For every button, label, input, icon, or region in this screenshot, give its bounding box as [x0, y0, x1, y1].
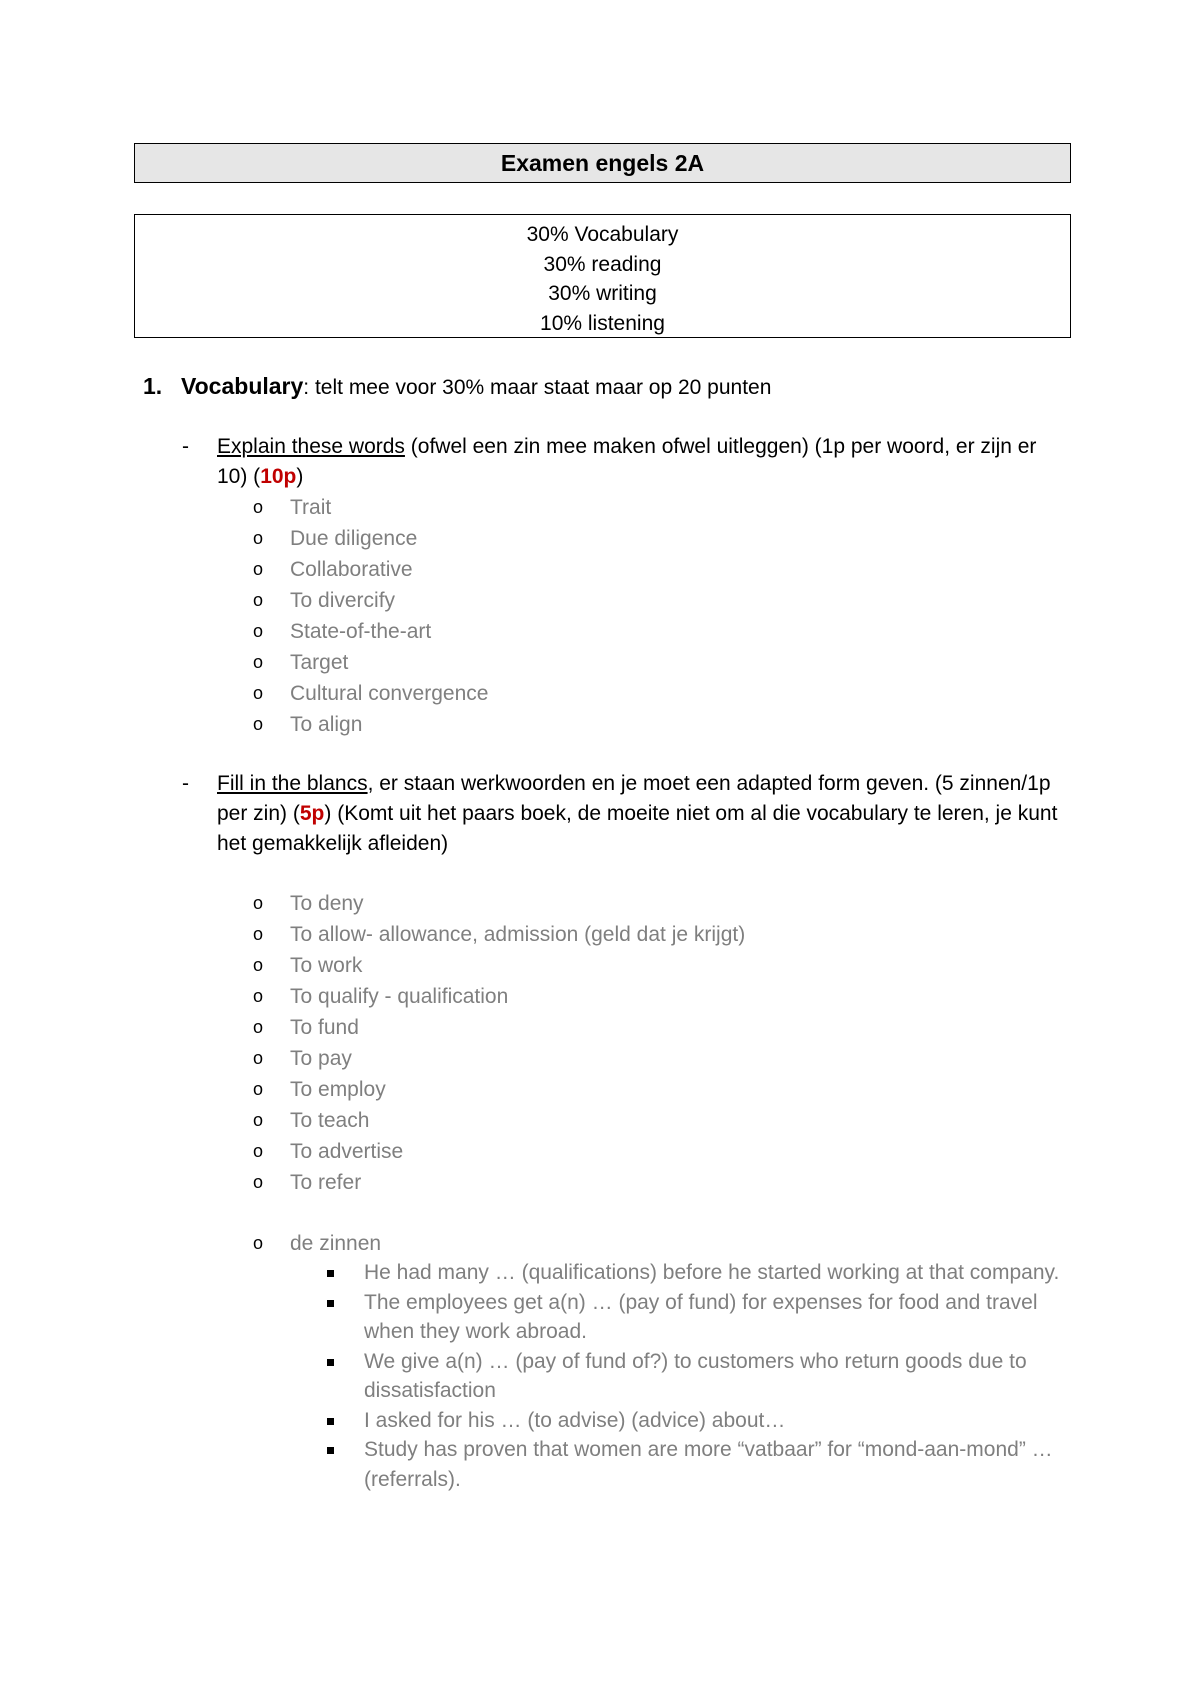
- list-item: o To qualify - qualification: [253, 981, 1073, 1012]
- section-label: Vocabulary: [181, 373, 304, 399]
- circle-bullet-icon: o: [253, 1141, 264, 1161]
- circle-bullet-icon: o: [253, 1079, 264, 1099]
- list-item: o Due diligence: [253, 523, 1073, 554]
- list-item: o To employ: [253, 1074, 1073, 1105]
- section-number: 1.: [143, 373, 163, 399]
- list-item: o Target: [253, 647, 1073, 678]
- circle-bullet-icon: o: [253, 1017, 264, 1037]
- weight-listening: 10% listening: [540, 311, 665, 335]
- explain-words-points: 10p: [260, 465, 297, 488]
- explain-words-text-a: (ofwel een zin mee maken ofwel uitleggen) (1p per woord, er zijn er 10) (: [217, 435, 1037, 488]
- explain-words-heading: Explain these words: [217, 435, 405, 458]
- weight-writing: 30% writing: [548, 282, 657, 305]
- list-item: o To work: [253, 950, 1073, 981]
- circle-bullet-icon: o: [253, 1172, 264, 1192]
- list-item: I asked for his … (to advise) (advice) about…: [327, 1406, 1077, 1436]
- circle-bullet-icon: o: [253, 559, 264, 579]
- list-item: o To divercify: [253, 585, 1073, 616]
- square-bullet-icon: [327, 1359, 334, 1366]
- list-item: He had many … (qualifications) before he started working at that company.: [327, 1258, 1077, 1288]
- sentences-label: de zinnen: [290, 1232, 382, 1255]
- circle-bullet-icon: o: [253, 1110, 264, 1130]
- list-item: Study has proven that women are more “vatbaar” for “mond-aan-mond” … (referrals).: [327, 1435, 1077, 1494]
- square-bullet-icon: [327, 1447, 334, 1454]
- list-item: o To advertise: [253, 1136, 1073, 1167]
- circle-bullet-icon: o: [253, 924, 264, 944]
- circle-bullet-icon: o: [253, 1233, 264, 1253]
- weights-box: [134, 214, 1071, 338]
- circle-bullet-icon: o: [253, 893, 264, 913]
- sentences-list: [327, 1258, 1077, 1494]
- list-item: o To align: [253, 709, 1073, 740]
- weight-reading: 30% reading: [543, 252, 662, 276]
- list-item: o Collaborative: [253, 554, 1073, 585]
- dash-bullet: -: [182, 435, 189, 458]
- circle-bullet-icon: o: [253, 683, 264, 703]
- list-item: o Cultural convergence: [253, 678, 1073, 709]
- section-description: : telt mee voor 30% maar staat maar op 20 punten: [303, 376, 772, 399]
- list-item: o To allow- allowance, admission (geld dat je krijgt): [253, 919, 1073, 950]
- weight-vocabulary: 30% Vocabulary: [526, 223, 679, 246]
- fill-blanks-text-b: ) (Komt uit het paars boek, de moeite niet om al die vocabulary te leren, je kunt het gemakkelijk afleiden): [217, 802, 1058, 855]
- list-item: o To refer: [253, 1167, 1073, 1198]
- explain-words-list: [253, 492, 1073, 740]
- circle-bullet-icon: o: [253, 497, 264, 517]
- circle-bullet-icon: o: [253, 590, 264, 610]
- list-item: The employees get a(n) … (pay of fund) for expenses for food and travel when they work abroad.: [327, 1288, 1077, 1347]
- circle-bullet-icon: o: [253, 528, 264, 548]
- circle-bullet-icon: o: [253, 1048, 264, 1068]
- circle-bullet-icon: o: [253, 986, 264, 1006]
- fill-blanks-text-a: , er staan werkwoorden en je moet een adapted form geven. (5 zinnen/1p per zin) (: [217, 772, 1051, 825]
- list-item: o To teach: [253, 1105, 1073, 1136]
- explain-words-instruction: [182, 432, 1072, 492]
- circle-bullet-icon: o: [253, 621, 264, 641]
- square-bullet-icon: [327, 1300, 334, 1307]
- circle-bullet-icon: o: [253, 652, 264, 672]
- section-vocabulary-heading: [143, 371, 771, 403]
- square-bullet-icon: [327, 1270, 334, 1277]
- fill-blanks-heading: Fill in the blancs: [217, 772, 368, 795]
- fill-blanks-instruction: [182, 769, 1072, 859]
- dash-bullet: -: [182, 772, 189, 795]
- list-item: o To pay: [253, 1043, 1073, 1074]
- list-item: o State-of-the-art: [253, 616, 1073, 647]
- sentences-group: [253, 1228, 1073, 1259]
- list-item: o Trait: [253, 492, 1073, 523]
- circle-bullet-icon: o: [253, 955, 264, 975]
- fill-blanks-points: 5p: [299, 802, 325, 825]
- fill-blanks-verb-list: [253, 888, 1073, 1198]
- square-bullet-icon: [327, 1418, 334, 1425]
- document-title: Examen engels 2A: [134, 143, 1071, 183]
- list-item: o To deny: [253, 888, 1073, 919]
- explain-words-text-b: ): [296, 465, 304, 488]
- list-item: [253, 1228, 1073, 1259]
- list-item: We give a(n) … (pay of fund of?) to customers who return goods due to dissatisfaction: [327, 1347, 1077, 1406]
- circle-bullet-icon: o: [253, 714, 264, 734]
- list-item: o To fund: [253, 1012, 1073, 1043]
